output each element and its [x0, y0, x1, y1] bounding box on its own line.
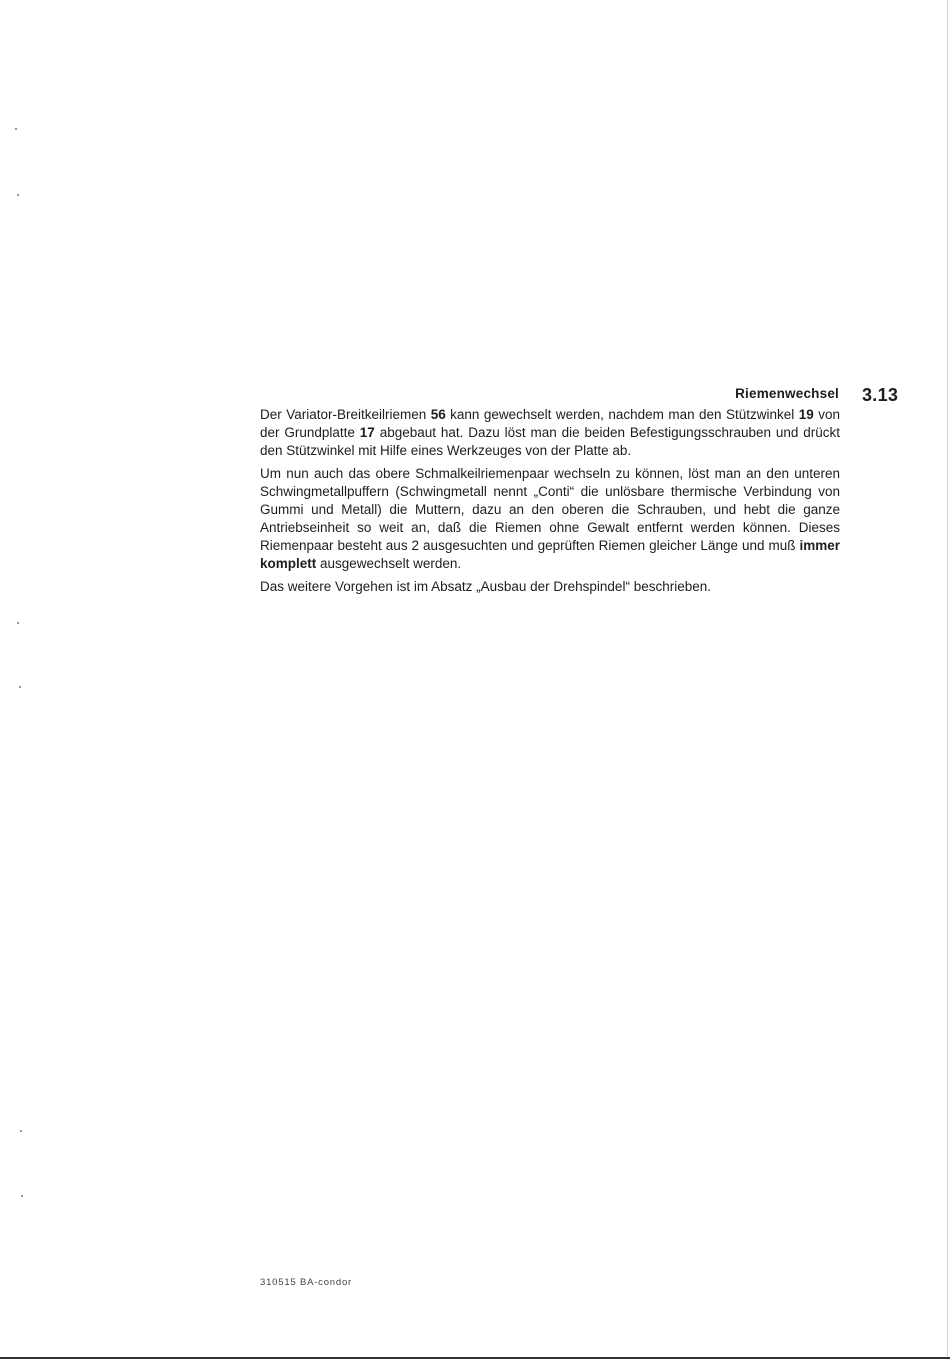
scan-speck — [21, 1195, 23, 1197]
p1-text-1: Der Variator-Breitkeilriemen — [260, 407, 431, 422]
section-number: 3.13 — [862, 385, 899, 405]
footer-doc-code: 310515 BA-condor — [260, 1277, 353, 1288]
scan-speck — [20, 1130, 22, 1132]
paragraph-belt-variator — [260, 406, 840, 460]
paragraph-belt-pair — [260, 465, 840, 573]
scan-edge-right — [947, 0, 948, 1360]
scan-speck — [17, 622, 19, 624]
p1-part-number-17: 17 — [359, 425, 375, 440]
p2-text-2: ausgewechselt werden. — [316, 556, 462, 571]
p2-emphasis: immer komplett — [260, 538, 840, 571]
scan-speck — [15, 128, 17, 130]
p1-text-2: kann gewechselt werden, nachdem man den Stützwinkel — [445, 407, 799, 422]
body-text — [260, 406, 840, 601]
paragraph-further-steps: Das weitere Vorgehen ist im Absatz „Ausbau der Drehspindel“ beschrieben. — [260, 579, 711, 594]
section-title: Riemenwechsel — [735, 386, 839, 401]
p2-text-1: Um nun auch das obere Schmalkeilriemenpaar wechseln zu können, löst man an den unteren Schwingmetallpuffern (Schwingmetall nennt „Conti“ die unlösbare thermische Verbindung von Gummi und Metall) die Muttern, dazu an den oberen die Schrauben, und hebt die ganze Antriebseinheit so weit an, daß die Riemen ohne Gewalt entfernt werden können. Dieses Riemenpaar besteht aus 2 ausgesuchten und geprüften Riemen gleicher Länge und muß — [260, 466, 840, 553]
p1-part-number-56: 56 — [430, 407, 446, 422]
scan-speck — [19, 686, 21, 688]
scan-edge-bottom — [0, 1357, 950, 1359]
p1-text-3: von der Grundplatte — [260, 407, 840, 440]
p1-part-number-19: 19 — [798, 407, 814, 422]
p1-text-4: abgebaut hat. Dazu löst man die beiden Befestigungsschrauben und drückt den Stützwinkel mit Hilfe eines Werkzeuges von der Platte ab. — [260, 425, 841, 458]
scan-speck — [17, 194, 19, 196]
